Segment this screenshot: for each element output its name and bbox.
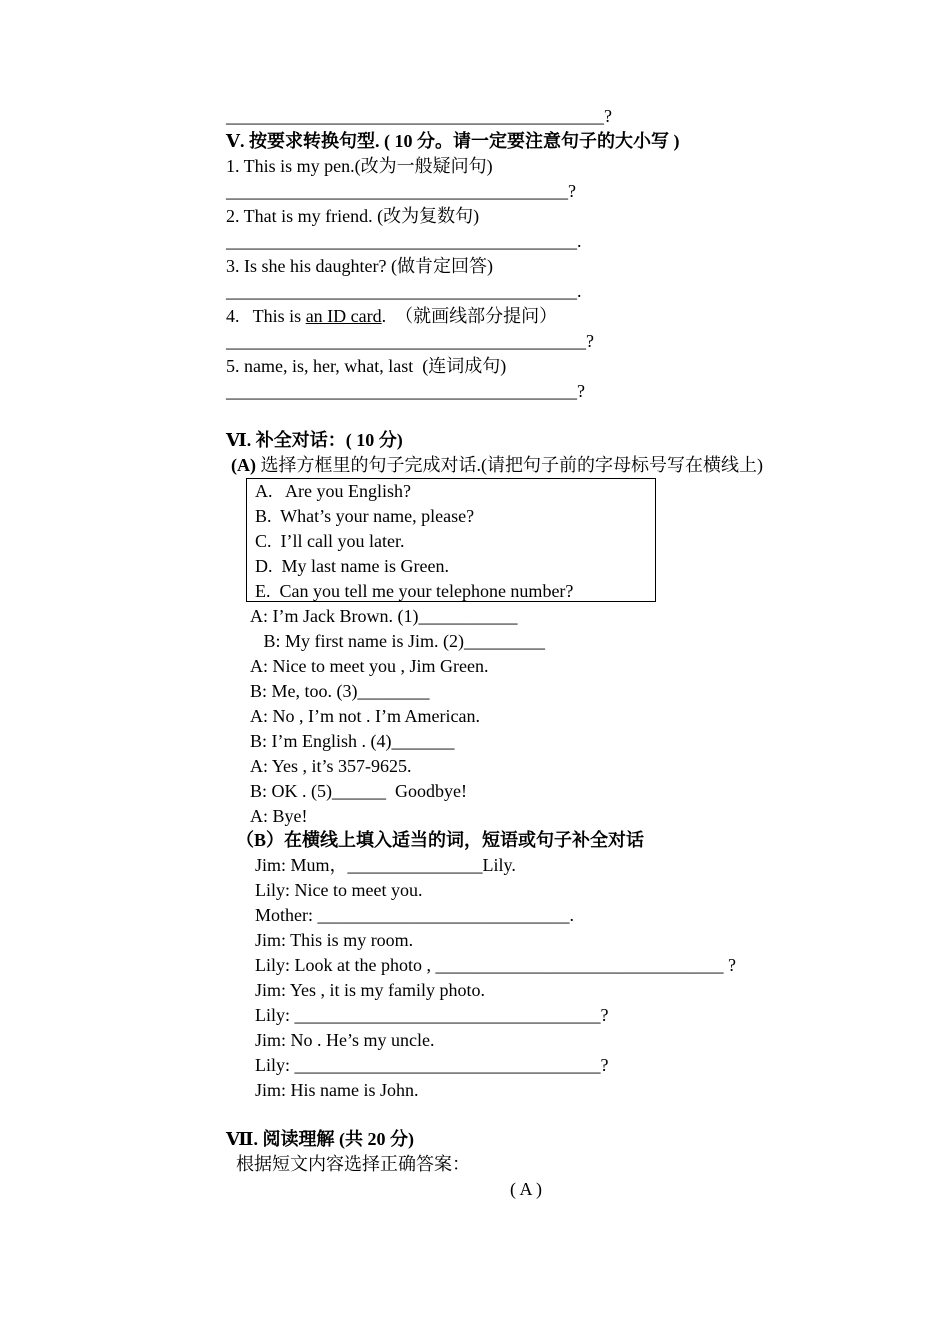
dialog-b-line-6: Jim: Yes , it is my family photo. — [255, 980, 486, 1000]
section-6-heading: Ⅵ. 补全对话：( 10 分) — [226, 430, 403, 450]
dialog-a-line-5: A: No , I’m not . I’m American. — [250, 706, 480, 726]
dialog-b-line-4: Jim: This is my room. — [255, 930, 414, 950]
part-b-heading: （B）在横线上填入适当的词，短语或句子补全对话 — [236, 830, 645, 850]
dialog-b-line-2: Lily: Nice to meet you. — [255, 880, 423, 900]
dialog-a-line-7: A: Yes , it’s 357-9625. — [250, 756, 412, 776]
dialog-b-line-8: Jim: No . He’s my uncle. — [255, 1030, 435, 1050]
dialog-a-line-9: A: Bye! — [250, 806, 308, 826]
option-a: A. Are you English? — [255, 481, 411, 501]
option-e: E. Can you tell me your telephone number? — [255, 581, 574, 601]
question-3-prompt: 3. Is she his daughter? (做肯定回答) — [226, 256, 493, 276]
dialog-b-line-1: Jim: Mum，_______________Lily. — [255, 855, 516, 875]
dialog-b-line-5: Lily: Look at the photo , ________________________________ ? — [255, 955, 736, 975]
option-d: D. My last name is Green. — [255, 556, 449, 576]
section-7-heading: Ⅶ. 阅读理解 (共 20 分) — [226, 1129, 414, 1149]
part-a-instruction — [231, 453, 763, 477]
question-1-prompt: 1. This is my pen.(改为一般疑问句) — [226, 156, 493, 176]
question-4-blank: ________________________________________? — [226, 331, 594, 351]
question-4-prompt — [226, 304, 557, 328]
dialog-b-line-10: Jim: His name is John. — [255, 1080, 419, 1100]
option-b: B. What’s your name, please? — [255, 506, 475, 526]
question-4-underlined-phrase: an ID card — [305, 306, 382, 326]
question-4-prompt-end: . （就画线部分提问） — [381, 306, 558, 326]
dialog-a-line-3: A: Nice to meet you , Jim Green. — [250, 656, 489, 676]
dialog-a-line-6: B: I’m English . (4)_______ — [250, 731, 455, 751]
dialog-a-line-2: B: My first name is Jim. (2)_________ — [250, 631, 545, 651]
part-a-label: (A) — [231, 455, 256, 475]
section-5-heading: Ⅴ. 按要求转换句型. ( 10 分。请一定要注意句子的大小写 ) — [226, 131, 680, 151]
question-4-prompt-start: 4. This is — [226, 306, 306, 326]
dialog-b-line-3: Mother: ____________________________. — [255, 905, 574, 925]
dialog-a-line-8: B: OK . (5)______ Goodbye! — [250, 781, 467, 801]
dialog-b-line-7: Lily: __________________________________? — [255, 1005, 609, 1025]
question-1-blank: ______________________________________? — [226, 181, 576, 201]
section-7-instruction: 根据短文内容选择正确答案： — [236, 1154, 470, 1174]
dialog-b-line-9: Lily: __________________________________? — [255, 1055, 609, 1075]
question-2-prompt: 2. That is my friend. (改为复数句) — [226, 206, 480, 226]
question-5-blank: _______________________________________? — [226, 381, 585, 401]
option-c: C. I’ll call you later. — [255, 531, 405, 551]
question-3-blank: _______________________________________. — [226, 281, 582, 301]
dialog-a-line-4: B: Me, too. (3)________ — [250, 681, 430, 701]
dialog-a-line-1: A: I’m Jack Brown. (1)___________ — [250, 606, 518, 626]
question-5-prompt: 5. name, is, her, what, last (连词成句) — [226, 356, 507, 376]
passage-a-label: ( A ) — [510, 1179, 543, 1199]
top-answer-blank: __________________________________________? — [226, 106, 612, 126]
question-2-blank: _______________________________________. — [226, 231, 582, 251]
part-a-instruction-text: 选择方框里的句子完成对话.(请把句子前的字母标号写在横线上) — [256, 455, 763, 475]
